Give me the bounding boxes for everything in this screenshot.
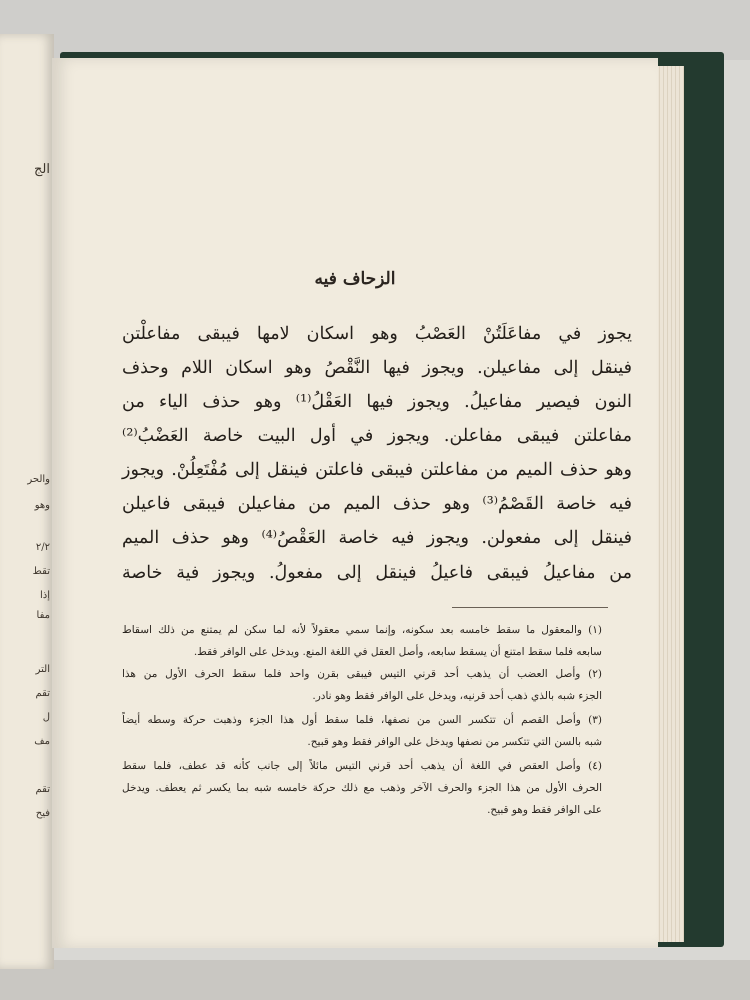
left-page-fragment: فيح [35,808,50,819]
body-text-line: وهو حذف الميم من مفاعلتن فيبقى فاعلتن فينقل إلى مُفْتَعِلُنْ. ويجوز [122,460,632,480]
left-page-fragment: وهو [34,500,50,511]
left-page-fragment: تقم [35,784,50,795]
body-text-line: مفاعلتن فيبقى مفاعلن. ويجوز في أول البيت خاصة العَضْبُ⁽²⁾ [122,426,632,446]
footnote-line: الجزء شبه بالذي ذهب أحد قرنيه، ويدخل على الوافر فقط وهو نادر. [312,690,602,702]
body-text-line: فينقل إلى مفاعيلن. ويجوز فيها النَّقْصُ وهو اسكان اللام وحذف [122,358,632,378]
footnote-line: (٤) وأصل العقص في اللغة أن يذهب أحد قرني التيس مائلاً إلى جانب كأنه قد عطف، فلما سقط [122,760,602,772]
footnote-divider [452,607,608,608]
footnote-line: شبه بالسن التي تتكسر من نصفها ويدخل على الوافر فقط وهو قبيح. [307,736,602,748]
footnote-line: سابعه فلما سقط امتنع أن يسقط سابعه، وأصل العقل في اللغة المنع. ويدخل على الوافر فقط. [193,646,602,658]
body-text-line: يجوز في مفاعَلَتُنْ العَصْبُ وهو اسكان لامها فيبقى مفاعلْتن [122,324,632,344]
footnote-line: (٢) وأصل العضب أن يذهب أحد قرني التيس فيبقى بقرن واحد فلما سقط الحرف الأول من هذا [122,668,602,680]
left-page [0,34,54,969]
body-text-line: من مفاعيلُ فيبقى فاعيلُ فينقل إلى مفعولُ. ويجوز فية خاصة [122,563,632,583]
left-page-fragment: ل [42,712,50,723]
left-page-fragment: التر [35,664,50,675]
background-wall [0,0,750,60]
footnote-line: على الوافر فقط وهو قبيح. [487,804,602,816]
left-page-fragment: مفا [36,610,50,621]
left-page-fragment: تقط [32,566,50,577]
table-surface [0,960,750,1000]
left-page-fragment: تقم [35,688,50,699]
left-page-fragment: والحر [27,474,50,485]
body-text-line: النون فيصير مفاعيلُ. ويجوز فيها العَقْلُ⁽¹⁾ وهو حذف الياء من [122,392,632,412]
footnote-line: (١) والمعقول ما سقط خامسه بعد سكونه، وإنما سمي معقولاً لأنه لما سكن لم يمتنع من ذلك اسقاط [122,624,602,636]
book-page [52,58,658,948]
footnote-line: (٣) وأصل القصم أن تتكسر السن من نصفها، فلما سقط أول هذا الجزء وذهبت حركة وسطه أيضاً [122,714,602,726]
left-page-fragment: الج [34,162,50,177]
footnote-line: الحرف الأول من هذا الجزء والحرف الآخر وذهب مع ذلك حركة خامسه شبه بما يكسر ثم يعطف. ويدخل [122,782,602,794]
section-heading: الزحاف فيه [314,269,396,289]
left-page-fragment: مف [34,736,50,747]
left-page-fragment: ٢/٢ [35,542,50,553]
left-page-fragment: إذا [39,590,50,601]
body-text-line: فينقل إلى مفعولن. ويجوز فيه خاصة العَقْصُ⁽⁴⁾ وهو حذف الميم [122,528,632,548]
body-text-line: فيه خاصة القَصْمُ⁽³⁾ وهو حذف الميم من مفاعيلن فيبقى فاعيلن [122,494,632,514]
